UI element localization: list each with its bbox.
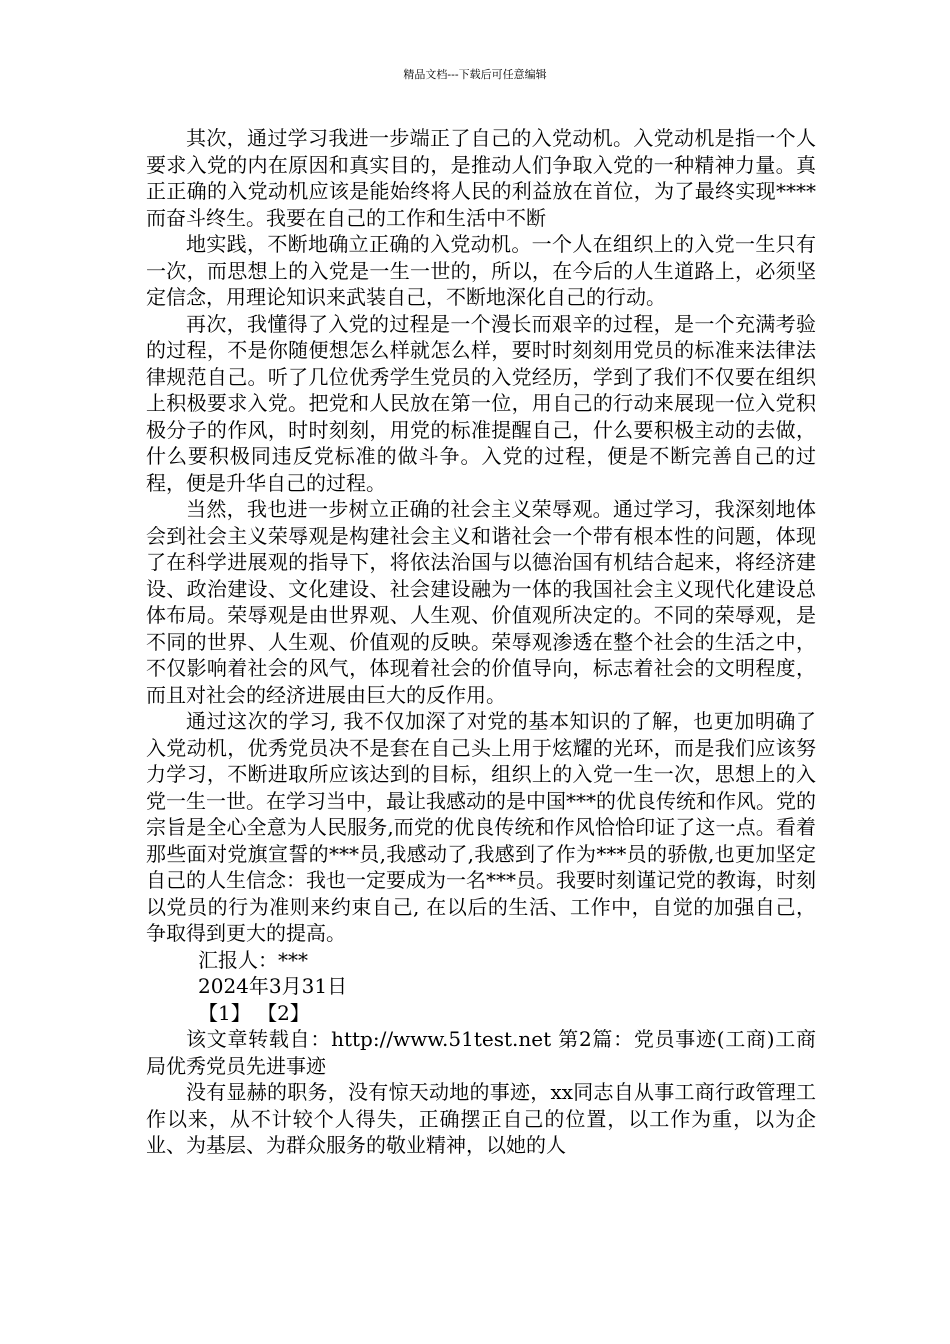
paragraph-conclusion: 通过这次的学习, 我不仅加深了对党的基本知识的了解，也更加明确了入党动机，优秀党员决不是套在自己头上用于炫耀的光环，而是我们应该努力学习，不断进取所应该达到的目标，组织上的入党一生一次，思想上的入党一生一世。在学习当中，最让我感动的是中国***的优良传统和作风。党的宗旨是全心全意为人民服务,而党的优良传统和作风恰恰印证了这一点。看着那些面对党旗宣誓的***员,我感动了,我感到了作为***员的骄傲,也更加坚定自己的人生信念：我也一定要成为一名***员。我要时刻谨记党的教诲，时刻以党员的行为准则来约束自己, 在以后的生活、工作中，自觉的加强自己，争取得到更大的提高。	[146, 709, 816, 945]
page-links[interactable]: 【1】 【2】	[198, 1000, 310, 1025]
paragraph-practice: 地实践，不断地确立正确的入党动机。一个人在组织上的入党一生只有一次，而思想上的入党是一生一世的，所以，在今后的人生道路上，必须坚定信念，用理论知识来武装自己，不断地深化自己的行动。	[146, 232, 816, 309]
source-line: 该文章转载自：http://www.51test.net 第2篇：党员事迹(工商)工商局优秀党员先进事迹	[146, 1027, 816, 1078]
document-body	[146, 125, 816, 1159]
paragraph-article-2: 没有显赫的职务，没有惊天动地的事迹，xx同志自从事工商行政管理工作以来，从不计较个人得失，正确摆正自己的位置，以工作为重，以为企业、为基层、为群众服务的敬业精神，以她的人	[146, 1080, 816, 1157]
paragraph-motivation: 其次，通过学习我进一步端正了自己的入党动机。入党动机是指一个人要求入党的内在原因和真实目的，是推动人们争取入党的一种精神力量。真正正确的入党动机应该是能始终将人民的利益放在首位，为了最终实现****而奋斗终生。我要在自己的工作和生活中不断	[146, 126, 816, 230]
page-header: 精品文档---下载后可任意编辑	[403, 68, 547, 81]
reporter-line: 汇报人：***	[198, 947, 308, 972]
paragraph-honor: 当然，我也进一步树立正确的社会主义荣辱观。通过学习，我深刻地体会到社会主义荣辱观是构建社会主义和谐社会一个带有根本性的问题，体现了在科学进展观的指导下，将依法治国与以德治国有机结合起来，将经济建设、政治建设、文化建设、社会建设融为一体的我国社会主义现代化建设总体布局。荣辱观是由世界观、人生观、价值观所决定的。不同的荣辱观，是不同的世界、人生观、价值观的反映。荣辱观渗透在整个社会的生活之中，不仅影响着社会的风气，体现着社会的价值导向，标志着社会的文明程度，而且对社会的经济进展由巨大的反作用。	[146, 497, 816, 707]
date-line: 2024年3月31日	[198, 974, 348, 998]
paragraph-process: 再次，我懂得了入党的过程是一个漫长而艰辛的过程，是一个充满考验的过程，不是你随便想怎么样就怎么样，要时时刻刻用党员的标准来法律法律规范自己。听了几位优秀学生党员的入党经历，学到了我们不仅要在组织上积极要求入党。把党和人民放在第一位，用自己的行动来展现一位入党积极分子的作风，时时刻刻，用党的标准提醒自己，什么要积极主动的去做，什么要积极同违反党标准的做斗争。入党的过程，便是不断完善自己的过程，便是升华自己的过程。	[146, 311, 816, 495]
